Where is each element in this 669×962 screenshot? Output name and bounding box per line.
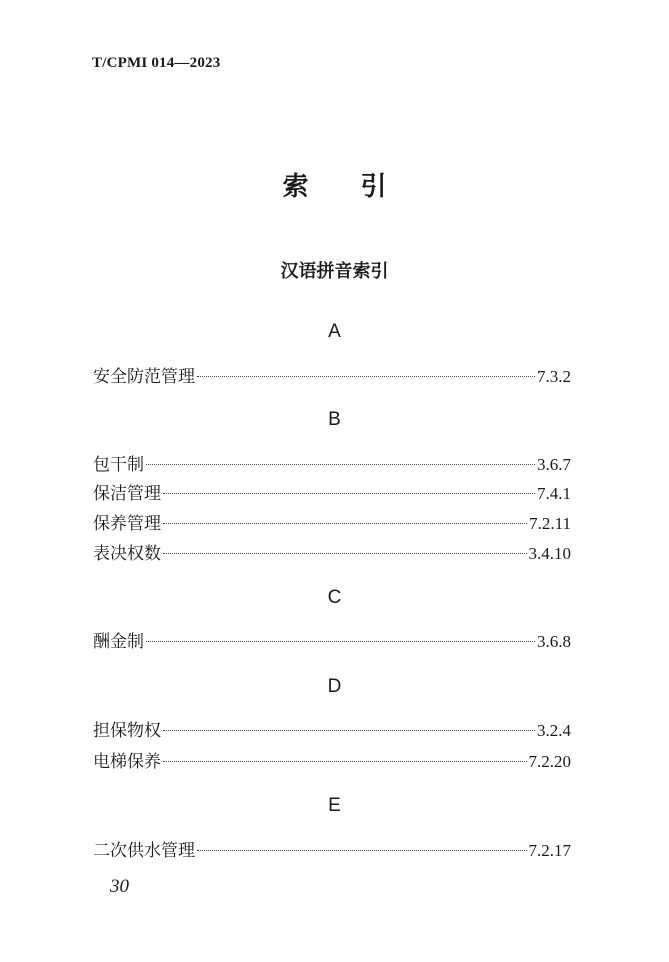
entry-term: 表决权数 bbox=[93, 544, 161, 564]
index-entry bbox=[93, 719, 571, 743]
index-entry bbox=[93, 839, 571, 863]
dot-leader bbox=[163, 730, 535, 731]
standard-code: T/CPMI 014—2023 bbox=[92, 55, 221, 71]
entry-reference: 7.2.11 bbox=[529, 514, 571, 533]
entry-reference: 3.6.7 bbox=[537, 455, 571, 474]
section-letter-a: A bbox=[328, 321, 341, 342]
entry-term: 包干制 bbox=[93, 455, 144, 475]
page-title-char-1: 索 bbox=[282, 172, 309, 202]
entry-term: 二次供水管理 bbox=[93, 841, 195, 861]
dot-leader bbox=[163, 493, 535, 494]
section-letter-d: D bbox=[327, 676, 342, 697]
index-entry bbox=[93, 750, 571, 774]
index-entry bbox=[93, 630, 571, 654]
entry-term: 保养管理 bbox=[93, 514, 161, 534]
entry-reference: 3.4.10 bbox=[528, 544, 571, 563]
index-entry bbox=[93, 482, 571, 506]
index-entry bbox=[93, 365, 571, 389]
section-letter-b: B bbox=[328, 409, 341, 430]
entry-reference: 7.4.1 bbox=[537, 484, 571, 503]
entry-reference: 3.6.8 bbox=[537, 632, 571, 651]
entry-term: 酬金制 bbox=[93, 632, 144, 652]
index-entry bbox=[93, 453, 571, 477]
page-number: 30 bbox=[110, 876, 129, 897]
page-title-char-2: 引 bbox=[360, 172, 387, 202]
dot-leader bbox=[197, 850, 527, 851]
entry-term: 担保物权 bbox=[93, 721, 161, 741]
dot-leader bbox=[146, 464, 535, 465]
index-entry bbox=[93, 512, 571, 536]
section-letter-e: E bbox=[328, 795, 341, 816]
dot-leader bbox=[163, 761, 527, 762]
entry-term: 电梯保养 bbox=[93, 752, 161, 772]
dot-leader bbox=[197, 376, 535, 377]
entry-reference: 7.3.2 bbox=[537, 367, 571, 386]
index-subtitle: 汉语拼音索引 bbox=[280, 261, 389, 282]
entry-reference: 7.2.17 bbox=[528, 841, 571, 860]
dot-leader bbox=[163, 553, 527, 554]
entry-term: 安全防范管理 bbox=[93, 367, 195, 387]
page-title bbox=[0, 170, 669, 204]
entry-term: 保洁管理 bbox=[93, 484, 161, 504]
dot-leader bbox=[163, 523, 527, 524]
index-entry bbox=[93, 542, 571, 566]
entry-reference: 7.2.20 bbox=[528, 752, 571, 771]
entry-reference: 3.2.4 bbox=[537, 721, 571, 740]
dot-leader bbox=[146, 641, 535, 642]
section-letter-c: C bbox=[327, 587, 342, 608]
